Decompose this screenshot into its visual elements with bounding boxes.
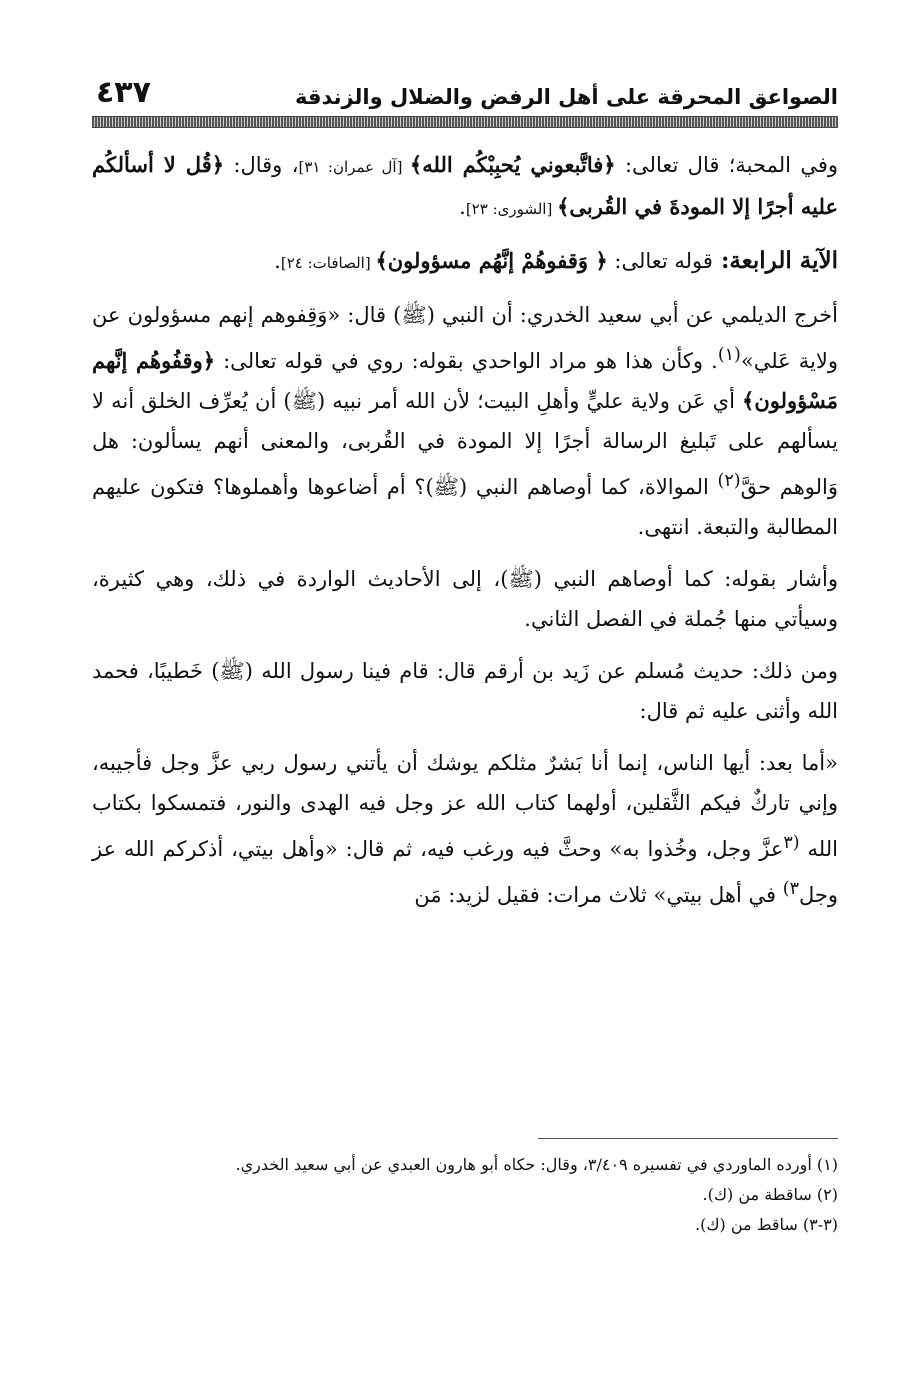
footnote-3: (٣-٣) ساقط من (ك). xyxy=(695,1215,838,1234)
verse-citation: [الصافات: ٢٤] xyxy=(280,254,376,272)
paragraph-muslim-hadith: ومن ذلك: حديث مُسلم عن زَيد بن أرقم قال: قام فينا رسول الله (ﷺ) خَطيبًا، فحمد الله وأثنى عليه ثم قال: xyxy=(92,659,838,723)
page-number: ٤٣٧ xyxy=(96,75,151,110)
footnote-2: (٢) ساقطة من (ك). xyxy=(702,1185,838,1204)
paragraph-indication: وأشار بقوله: كما أوصاهم النبي (ﷺ)، إلى الأحاديث الواردة في ذلك، وهي كثيرة، وسيأتي منها جُملة في الفصل الثاني. xyxy=(92,567,838,631)
paragraph-daylami: أخرج الديلمي عن أبي سعيد الخدري: أن النبي (ﷺ) قال: «وَقِفوهم إنهم مسؤولون عن ولاية عَلي»$^{(١)}$. وكأن هذا هو مراد الواحدي بقوله: روي في قوله تعالى: ﴿وقفُوهُم إنَّهم مَسْؤولون﴾ أي عَن ولاية عليٍّ وأهلِ البيت؛ لأن الله أمر نبيه (ﷺ) أن يُعرِّف الخلق أنه لا يسألهم على تَبليغ الرسالة أجرًا إلا المودة في القُربى، والمعنى أنهم يسألون: هل وَالوهم حقَّ$^{(٢)}$ الموالاة، كما أوصاهم النبي (ﷺ)؟ أم أضاعوها وأهملوها؟ فتكون عليهم المطالبة والتبعة. انتهى. xyxy=(92,303,838,539)
quran-verse: ﴿فاتَّبعوني يُحبِبْكُم الله﴾ xyxy=(409,152,616,177)
footnote-ref: ٣) xyxy=(782,879,799,899)
quran-verse: ﴿ وَقفوهُمْ إنَّهُم مسؤولون﴾ xyxy=(375,248,608,273)
running-title: الصواعق المحرقة على أهل الرفض والضلال والزندقة xyxy=(294,85,838,109)
body-text xyxy=(92,145,838,927)
verse-citation: [الشورى: ٢٣] xyxy=(465,200,558,218)
paragraph-love: وفي المحبة؛ قال تعالى: ﴿فاتَّبعوني يُحبِبْكُم الله﴾ [آل عمران: ٣١]، وقال: ﴿قُل لا أسألكُم عليه أجرًا إلا المودةَ في القُربى﴾ [الشورى: ٢٣]. xyxy=(92,152,839,219)
header-rule xyxy=(92,116,838,128)
footnote-ref: (٣ xyxy=(783,833,800,853)
footnote-separator xyxy=(538,1138,838,1139)
quran-verse: ﴿وقفُوهُم إنَّهم مَسْؤولون﴾ xyxy=(92,348,838,413)
footnote-ref: (٢) xyxy=(717,471,741,491)
footnotes xyxy=(92,1150,838,1240)
paragraph-fourth-verse: الآية الرابعة: قوله تعالى: ﴿ وَقفوهُمْ إنَّهُم مسؤولون﴾ [الصافات: ٢٤]. xyxy=(274,247,838,274)
page-header xyxy=(92,66,838,110)
quran-verse: ﴿قُل لا أسألكُم عليه أجرًا إلا المودةَ في القُربى﴾ xyxy=(92,152,838,219)
verse-citation: [آل عمران: ٣١] xyxy=(298,158,410,176)
footnote-1: (١) أورده الماوردي في تفسيره ٣/٤٠٩، وقال: حكاه أبو هارون العبدي عن أبي سعيد الخدري. xyxy=(235,1155,838,1174)
document-page xyxy=(92,0,838,1386)
section-heading: الآية الرابعة: xyxy=(712,247,838,274)
paragraph-sermon: «أما بعد: أيها الناس، إنما أنا بَشرٌ مثلكم يوشك أن يأتني رسول ربي عزَّ وجل فأجيبه، وإني تاركٌ فيكم الثَّقلين، أولهما كتاب الله عز وجل فيه الهدى والنور، فتمسكوا بكتاب الله $^{(٣}$عزَّ وجل، وخُذوا به» وحثَّ فيه ورغب فيه، ثم قال: «وأهل بيتي، أذكركم الله عز وجل$^{٣)}$ في أهل بيتي» ثلاث مرات: فقيل لزيد: مَن xyxy=(92,751,838,907)
footnote-ref: (١) xyxy=(717,345,741,365)
